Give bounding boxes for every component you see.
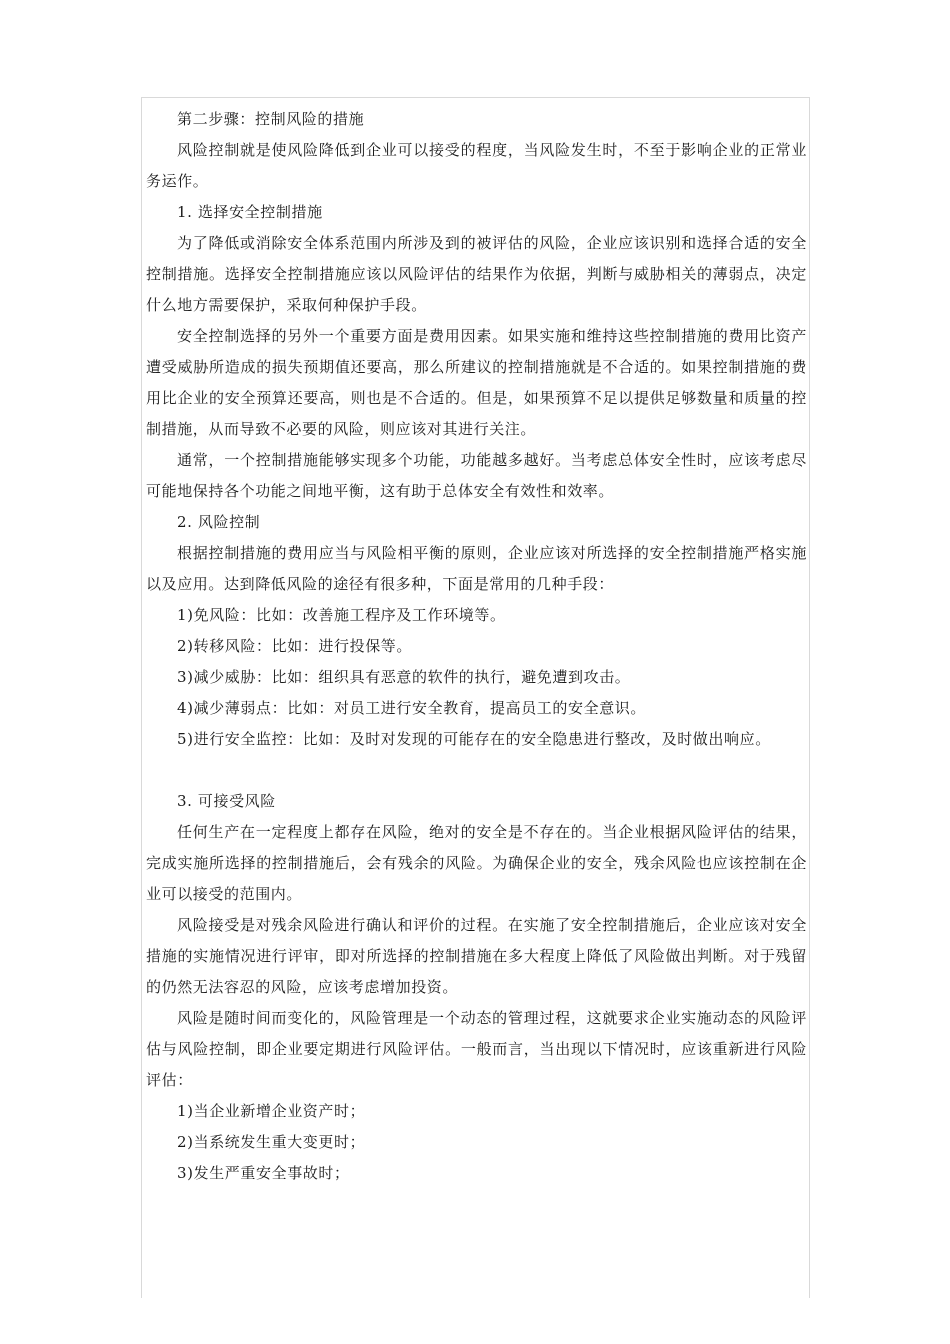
- list-item: 1)当企业新增企业资产时；: [177, 1102, 366, 1120]
- paragraph: 风险控制就是使风险降低到企业可以接受的程度，当风险发生时，不至于影响企业的正常业务运作。: [146, 141, 807, 190]
- paragraph: 根据控制措施的费用应当与风险相平衡的原则，企业应该对所选择的安全控制措施严格实施以及应用。达到降低风险的途径有很多种，下面是常用的几种手段：: [146, 544, 807, 593]
- list-item: 2)当系统发生重大变更时；: [177, 1133, 366, 1151]
- list-item: 1)免风险：比如：改善施工程序及工作环境等。: [177, 606, 506, 624]
- list-item: 2)转移风险：比如：进行投保等。: [177, 637, 412, 655]
- paragraph: 安全控制选择的另外一个重要方面是费用因素。如果实施和维持这些控制措施的费用比资产遭受威胁所造成的损失预期值还要高，那么所建议的控制措施就是不合适的。如果控制措施的费用比企业的安全预算还要高，则也是不合适的。但是，如果预算不足以提供足够数量和质量的控制措施，从而导致不必要的风险，则应该对其进行关注。: [146, 327, 807, 438]
- paragraph: 通常，一个控制措施能够实现多个功能，功能越多越好。当考虑总体安全性时，应该考虑尽可能地保持各个功能之间地平衡，这有助于总体安全有效性和效率。: [146, 451, 807, 500]
- subsection-heading: 2. 风险控制: [177, 513, 261, 531]
- list-item: 4)减少薄弱点：比如：对员工进行安全教育，提高员工的安全意识。: [177, 699, 646, 717]
- subsection-heading: 1. 选择安全控制措施: [177, 203, 323, 221]
- section-heading: 第二步骤：控制风险的措施: [177, 110, 365, 128]
- subsection-heading: 3. 可接受风险: [177, 792, 276, 810]
- list-item: 3)减少威胁：比如：组织具有恶意的软件的执行，避免遭到攻击。: [177, 668, 631, 686]
- blank-line: [146, 755, 807, 786]
- paragraph: 任何生产在一定程度上都存在风险，绝对的安全是不存在的。当企业根据风险评估的结果，完成实施所选择的控制措施后，会有残余的风险。为确保企业的安全，残余风险也应该控制在企业可以接受的范围内。: [146, 823, 807, 903]
- paragraph: 为了降低或消除安全体系范围内所涉及到的被评估的风险，企业应该识别和选择合适的安全控制措施。选择安全控制措施应该以风险评估的结果作为依据，判断与威胁相关的薄弱点，决定什么地方需要保护，采取何种保护手段。: [146, 234, 807, 314]
- paragraph: 风险接受是对残余风险进行确认和评价的过程。在实施了安全控制措施后，企业应该对安全措施的实施情况进行评审，即对所选择的控制措施在多大程度上降低了风险做出判断。对于残留的仍然无法容忍的风险，应该考虑增加投资。: [146, 916, 807, 996]
- paragraph: 风险是随时间而变化的，风险管理是一个动态的管理过程，这就要求企业实施动态的风险评估与风险控制，即企业要定期进行风险评估。一般而言，当出现以下情况时，应该重新进行风险评估：: [146, 1009, 807, 1089]
- document-body: [146, 104, 807, 1189]
- list-item: 5)进行安全监控：比如：及时对发现的可能存在的安全隐患进行整改，及时做出响应。: [177, 730, 771, 748]
- list-item: 3)发生严重安全事故时；: [177, 1164, 350, 1182]
